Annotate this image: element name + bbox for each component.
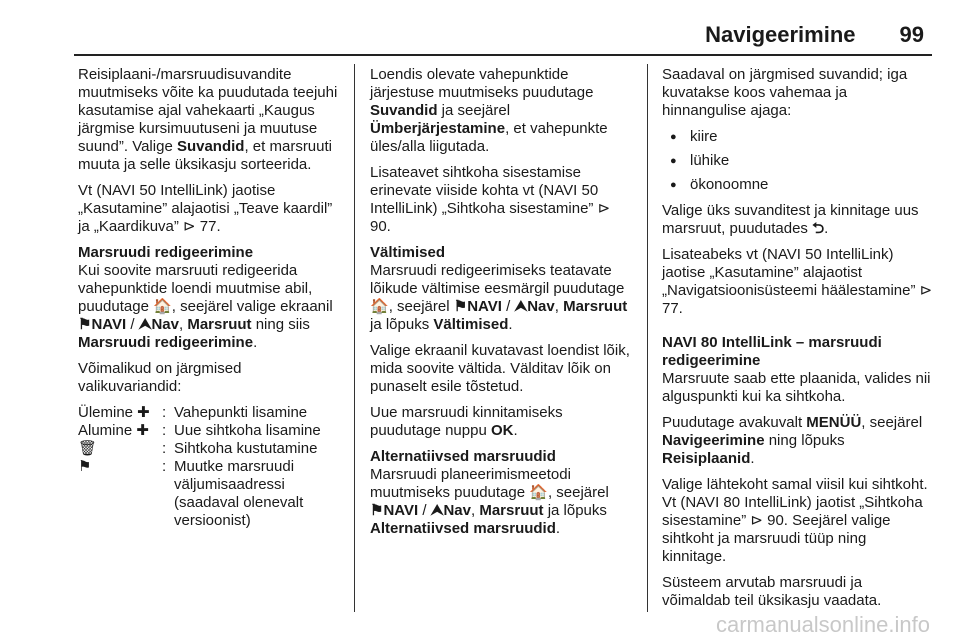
- route-type-list: [662, 128, 934, 194]
- paragraph: Valige lähtekoht samal viisil kui sihtkoht. Vt (NAVI 80 IntelliLink) jaotist „Sihtkoha sisestamine” ⊳ 90. Seejärel valige sihtkoht ja marsruudi tüüp ning kinnitage.: [662, 476, 928, 565]
- paragraph: Marsruudi redigeerimiseks teatavate lõikude vältimise eesmärgil puudutage 🏠, seejärel ⚑NAVI / ⮝Nav, Marsruut ja lõpuks Vältimised.: [370, 262, 628, 333]
- home-icon: 🏠: [529, 484, 548, 501]
- paragraph: Kui soovite marsruuti redigeerida vahepunktide loendi muutmise abil, puudutage 🏠, seejärel valige ekraanil ⚑NAVI / ⮝Nav, Marsruut ning siis Marsruudi redigeerimine.: [78, 262, 333, 351]
- navigation-arrow-icon: ⮝: [430, 502, 444, 519]
- page-title: Navigeerimine: [705, 22, 856, 47]
- paragraph: Reisiplaani-/marsruudisuvandite muutmiseks võite ka puudutada teejuhi kasutamise ajal vahekaarti „Kaugus järgmise kursimuutuseni ja muutuse suund”. Valige Suvandid, et marsruuti muuta ja selle üksikasju sorteerida.: [78, 66, 338, 173]
- flag-icon: ⚑: [78, 316, 92, 333]
- section-heading: NAVI 80 IntelliLink – marsruudi redigeerimine: [662, 334, 882, 369]
- paragraph: Võimalikud on järgmised valikuvariandid:: [78, 360, 242, 395]
- section-heading: Alternatiivsed marsruudid: [370, 448, 556, 465]
- paragraph: Saadaval on järgmised suvandid; iga kuvatakse koos vahemaa ja hinnangulise ajaga:: [662, 66, 908, 119]
- list-item: ● kiire: [662, 128, 934, 146]
- option-row: Ülemine ✚ : Vahepunkti lisamine: [78, 404, 308, 421]
- option-row: 🗑 : Sihtkoha kustutamine: [78, 440, 318, 457]
- flag-icon: ⚑: [370, 502, 384, 519]
- list-item: ● ökonoomne: [662, 176, 934, 194]
- paragraph: Valige üks suvanditest ja kinnitage uus marsruut, puudutades ⮌.: [662, 202, 919, 237]
- flag-icon: ⚑: [78, 458, 92, 475]
- column-divider: [647, 64, 648, 612]
- column-1: [78, 66, 344, 530]
- paragraph: Vt (NAVI 50 IntelliLink) jaotise „Kasutamine” alajaotisi „Teave kaardil” ja „Kaardikuva” ⊳ 77.: [78, 182, 333, 235]
- page-number: 99: [899, 22, 924, 47]
- paragraph: Lisateabeks vt (NAVI 50 IntelliLink) jaotise „Kasutamine” alajaotist „Navigatsioonisüsteemi häälestamine” ⊳ 77.: [662, 246, 933, 317]
- column-divider: [354, 64, 355, 612]
- paragraph: Loendis olevate vahepunktide järjestuse muutmiseks puudutage Suvandid ja seejärel Ümberjärjestamine, et vahepunkte üles/alla liigutada.: [370, 66, 608, 155]
- paragraph: Valige ekraanil kuvatavast loendist lõik, mida soovite vältida. Välditav lõik on punaselt esile tõstetud.: [370, 342, 630, 395]
- options-table: [78, 404, 344, 530]
- trash-icon: 🗑: [78, 440, 98, 457]
- option-row: ⚑ : Muutke marsruudi väljumisaadressi (saadaval olenevalt versioonist): [78, 458, 304, 529]
- home-icon: 🏠: [370, 298, 389, 315]
- paragraph: Puudutage avakuvalt MENÜÜ, seejärel Navigeerimine ning lõpuks Reisiplaanid.: [662, 414, 923, 467]
- header-rule: [74, 54, 932, 56]
- navigation-arrow-icon: ⮝: [138, 316, 152, 333]
- paragraph: Lisateavet sihtkoha sisestamise erinevate viiside kohta vt (NAVI 50 IntelliLink) „Sihtkoha sisestamine” ⊳ 90.: [370, 164, 611, 235]
- section-heading: Vältimised: [370, 244, 446, 261]
- page-header: [705, 22, 924, 62]
- watermark: carmanualsonline.info: [715, 612, 930, 637]
- paragraph: Uue marsruudi kinnitamiseks puudutage nuppu OK.: [370, 404, 563, 439]
- navigation-arrow-icon: ⮝: [514, 298, 528, 315]
- back-icon: ⮌: [812, 220, 825, 237]
- section-heading: Marsruudi redigeerimine: [78, 244, 254, 261]
- flag-icon: ⚑: [453, 298, 468, 315]
- paragraph: Marsruute saab ette plaanida, valides nii alguspunkti kui ka sihtkoha.: [662, 370, 931, 405]
- column-2: [370, 66, 634, 546]
- column-3: [662, 66, 934, 618]
- home-icon: 🏠: [153, 298, 172, 315]
- paragraph: Marsruudi planeerimismeetodi muutmiseks puudutage 🏠, seejärel ⚑NAVI / ⮝Nav, Marsruut ja lõpuks Alternatiivsed marsruudid.: [370, 466, 609, 537]
- list-item: ● lühike: [662, 152, 934, 170]
- paragraph: Süsteem arvutab marsruudi ja võimaldab teil üksikasju vaadata.: [662, 574, 882, 609]
- option-row: Alumine ✚ : Uue sihtkoha lisamine: [78, 422, 321, 439]
